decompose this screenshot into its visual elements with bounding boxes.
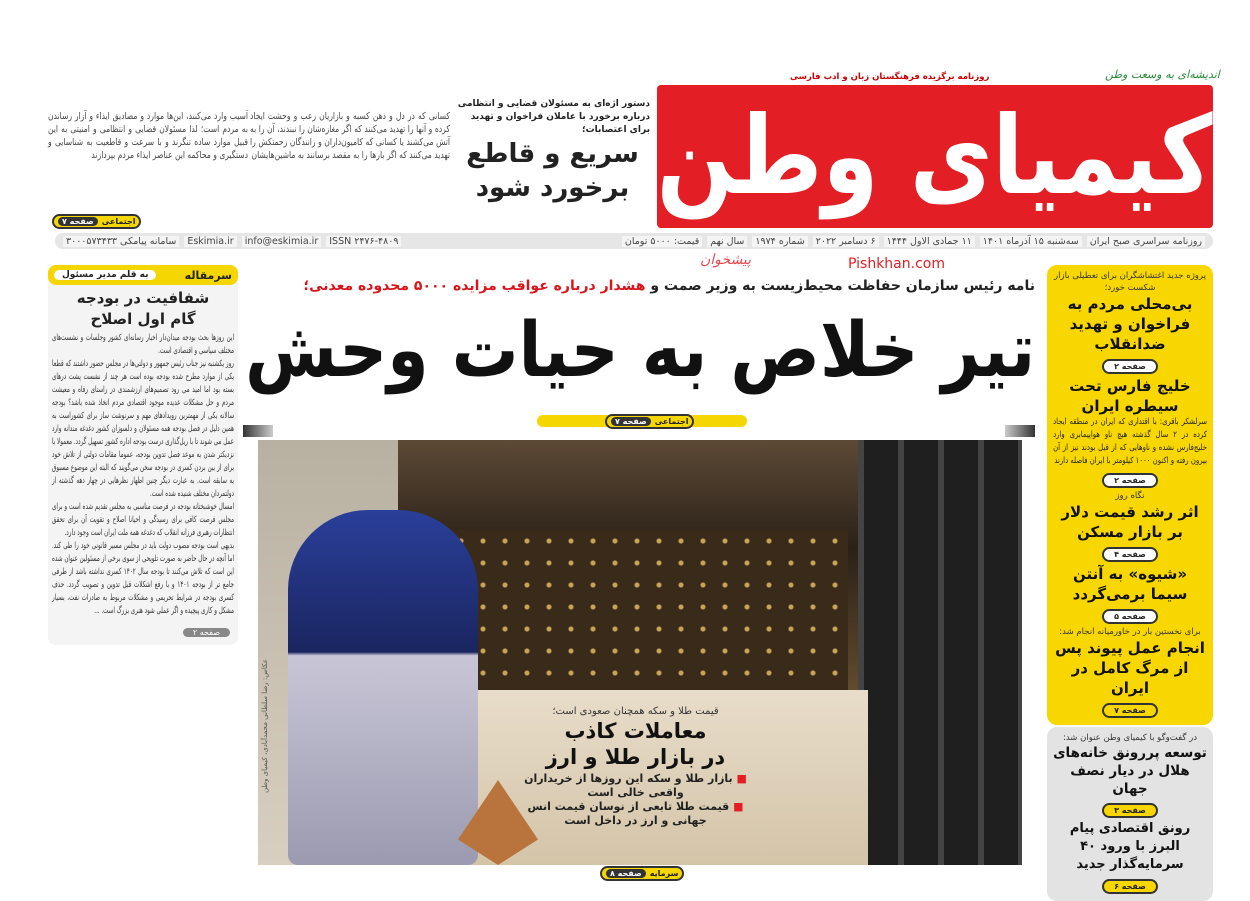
top-teaser[interactable] xyxy=(455,98,650,205)
top-teaser-column-1: کسانی که در دل و ذهن کسبه و بازاریان رعب و وحشت ایجاد کرده و آنها را تهدید می‌کنند که اگر مغازه‌شان را نبندند، آن را به آتش می‌کشند یا کسانی که کامیون‌داران و رانندگان زحمتکش را تهدید می‌کنند که اگر بارها را به مقصد برسانند به ماشین‌هایشان xyxy=(250,111,450,161)
issn: ISSN ۲۴۷۶-۴۸۰۹ xyxy=(326,236,401,247)
logo-text: کیمیای وطن xyxy=(657,94,1213,219)
email-link[interactable]: info@eskimia.ir xyxy=(242,236,322,247)
editorial-title[interactable] xyxy=(48,288,238,330)
sidebar-story[interactable] xyxy=(1053,626,1207,720)
top-teaser-headline xyxy=(455,137,650,205)
editorial-column xyxy=(48,265,238,645)
main-kicker xyxy=(290,275,1035,295)
kicker-text: نامه رئیس سازمان حفاظت محیط‌زیست به وزیر صمت و xyxy=(645,278,1035,294)
section-tag[interactable] xyxy=(605,414,694,429)
byline: به قلم مدیر مسئول xyxy=(54,270,156,280)
photo-credit: عکاس: رضا سلطانی محمدآبادی، کیمیای وطن xyxy=(261,659,269,793)
paragraph: بدیهی است بودجه مصوب دولت باید در مجلس مسیر قانونی خود را طی کند. اما آنچه در حال حاضر به صورت تلویحی از سوی برخی از مسئولین عنوان شده این است که تلاش می‌کنند تا بودجه سال ۱۴۰۲ کسری نداشته باشد از طرفی جامع تر از بودجه ۱۴۰۱ و با رفع اشکلات قبل تدوین و تصویب گردد. حذف کسری بودجه در شرایط تحریمی و مشکلات مربوط به صادرات نفت، بسیار مشکل و کاری پیچیده و اگر عملی شود هنری بزرگ است. ... xyxy=(52,541,234,616)
section-label: اجتماعی xyxy=(101,217,136,226)
main-headline-box xyxy=(245,300,1035,400)
story-kicker: قیمت طلا و سکه همچنان صعودی است؛ xyxy=(552,706,719,717)
volume-year: سال نهم xyxy=(707,236,747,247)
story-kicker: نگاه روز xyxy=(1115,491,1145,501)
editorial-label: سرمقاله xyxy=(184,268,232,282)
page-ref: صفحه ۷ xyxy=(58,217,98,226)
newspaper-logo xyxy=(657,85,1213,228)
main-headline[interactable]: تیر خلاص به حیات وحش xyxy=(245,305,1035,394)
bullet-text: بازار طلا و سکه این روزها از خریداران واقعی خالی است xyxy=(524,772,733,799)
sms-number: سامانه پیامکی ۳۰۰۰۵۷۳۴۳۳ xyxy=(63,236,179,247)
news-sidebar xyxy=(1047,265,1213,725)
story-bullet: ■ قیمت طلا تابعی از نوسان قیمت انس جهانی و ارز در داخل است xyxy=(527,800,744,827)
jewelry-shop-photo xyxy=(258,440,1022,865)
bullet-text: قیمت طلا تابعی از نوسان قیمت انس جهانی و ارز در داخل است xyxy=(527,800,730,827)
headline-line: سریع و قاطع xyxy=(466,139,639,169)
award-line: روزنامه برگزیده فرهنگستان زبان و ادب فارسی xyxy=(790,72,990,82)
date-persian: سه‌شنبه ۱۵ آذرماه ۱۴۰۱ xyxy=(980,236,1082,247)
kicker-line xyxy=(303,277,1035,295)
slogan: اندیشه‌ای به وسعت وطن xyxy=(1105,68,1220,81)
sidebar-story[interactable] xyxy=(1053,270,1207,376)
frame-corner xyxy=(1005,425,1035,437)
sidebar-story[interactable] xyxy=(1053,564,1207,626)
story-headline: رونق اقتصادی پیام البرز با ورود ۴۰ سرمایه‌گذار جدید xyxy=(1069,821,1191,872)
frame-corner xyxy=(243,425,273,437)
editorial-header xyxy=(48,265,238,285)
headline-line: معاملات کاذب xyxy=(564,719,707,743)
section-label: سرمایه xyxy=(649,869,679,878)
page-ref: صفحه ۶ xyxy=(1102,879,1158,894)
source-watermark: Pishkhan.com xyxy=(848,256,945,272)
section-label: اجتماعی xyxy=(654,417,689,426)
page-ref[interactable]: صفحه ۷ xyxy=(1102,703,1158,718)
story-kicker: برای نخستین بار در خاورمیانه انجام شد: xyxy=(1059,627,1201,637)
story-bullet: ■ بازار طلا و سکه این روزها از خریداران واقعی خالی است xyxy=(524,772,747,799)
top-teaser-column-2: آسیب وارد می‌کنند، این‌ها موارد و مصادیق ایذاء و آزار رساندن به مردم است؛ لذا مسئولان قضایی و انتظامی و امنیتی به این قبیل موارد ساده تنگرند و با سرعت و قاطعیت به شناسایی و دستگیری و محاکمه این عناصر ایذاء مردم بپردازند xyxy=(48,111,248,161)
page-ref: صفحه ۲ xyxy=(1102,359,1158,374)
sidebar-story[interactable] xyxy=(1053,490,1207,564)
title-line: گام اول اصلاح xyxy=(90,310,196,328)
section-tag[interactable] xyxy=(52,214,141,229)
title-line: شفافیت در بودجه xyxy=(76,289,210,307)
sidebar-story[interactable] xyxy=(1053,732,1207,820)
section-tag[interactable] xyxy=(600,866,684,881)
news-sidebar-gray xyxy=(1047,727,1213,901)
paragraph: روز یکشنبه نیز جناب رئیس جمهور و دولتی‌ها در مجلس حضور داشتند که قطعا یکی از موارد مطرح شده بودجه بوده است هر چند از نشست پشت درهای بسته بود اما امید می رود تصمیم‌های ارزشمندی در راستای رفاه و معیشت مردم و حل مشکلات عدیده موجود اقتصادی مردم اتخاذ شده باشد؟ بودجه سالانه یکی از مهمترین رویدادهای مهم و سرنوشت ساز برای کشوراست به همین دلیل در فصل بودجه همه مسئولان و دلسوزان کشور دغدغه مندانه وارد عمل می شوند تا با ریل‌گذاری درست بودجه اداره کشور تسهیل گردد. معمولا با نزدیکتر شدن به موعد فصل تدوین بودجه، عموما مقامات دولتی از تلاش خود برای از بین بردن کسری در بودجه سخن می‌گویند که البته این موضوع مسبوق به سابقه است. به عبارت دیگر چنین اظهار نظرهایی در چهار دهه گذشته از دولتمردان مختلف شنیده شده است. xyxy=(52,359,234,499)
story-body: سرلشکر باقری: با اقتداری که ایران در منطقه ایجاد کرده در ۲ سال گذشته هیچ ناو هواپیمابری وارد خلیج‌فارس نشده و ناوهایی که از قبل بودند نیز از آن بیرون رفته و اکنون ۱۰۰۰ کیلومتر با ایران فاصله دارند xyxy=(1053,417,1207,466)
sidebar-story[interactable] xyxy=(1053,820,1207,896)
story-headline: توسعه پررونق خانه‌های هلال در دیار نصف جهان xyxy=(1053,745,1207,797)
story-kicker: در گفت‌وگو با کیمیای وطن عنوان شد: xyxy=(1062,733,1198,743)
story-headline: بی‌محلی مردم به فراخوان و تهدید ضدانقلاب xyxy=(1067,295,1193,353)
page-ref: صفحه ۷ xyxy=(611,417,651,426)
paragraph: این روزها بحث بودجه میدان‌دار اخبار رسانه‌ای کشور وجلسات و نشست‌های مختلف سیاسی و اقتصادی است. xyxy=(52,333,234,356)
photo-story[interactable] xyxy=(523,706,748,828)
page-ref: صفحه ۴ xyxy=(1102,547,1158,562)
paragraph: امسال خوشبختانه بودجه در فرصت مناسبی به مجلس تقدیم شده است و برای مجلس فرصت کافی برای رسیدگی و احیانا اصلاح و تقویت آن برای تحقق انتظارات رهبری فرزانه انقلاب که دغدغه همه ملت ایران است وجود دارد. xyxy=(52,502,235,538)
headline-line: در بازار طلا و ارز xyxy=(545,745,726,769)
sidebar-story[interactable] xyxy=(1053,376,1207,490)
watermark: پیشخوان xyxy=(700,252,752,268)
page-ref: صفحه ۳ xyxy=(1102,803,1158,818)
page-ref: صفحه ۲ xyxy=(1102,473,1158,488)
page-ref: صفحه ۵ xyxy=(1102,609,1158,624)
story-headline: «شیوه» به آنتن سیما برمی‌گردد xyxy=(1072,565,1188,603)
info-item: روزنامه سراسری صبح ایران xyxy=(1087,236,1205,247)
info-bar xyxy=(55,233,1213,249)
date-gregorian: ۶ دسامبر ۲۰۲۲ xyxy=(813,236,879,247)
date-hijri: ۱۱ جمادی الاول ۱۴۴۴ xyxy=(884,236,975,247)
top-teaser-kicker: دستور اژه‌ای به مسئولان قضایی و انتظامی درباره برخورد با عاملان فراخوان و تهدید برای اعتصابات؛ xyxy=(457,99,650,135)
story-headline: خلیج فارس تحت سیطره ایران xyxy=(1069,377,1191,415)
story-headline: اثر رشد قیمت دلار بر بازار مسکن xyxy=(1061,503,1199,541)
story-kicker: پروژه جدید اغتشاشگران برای تعطیلی بازار شکست خورد؛ xyxy=(1054,271,1206,293)
editorial-page-ref[interactable]: صفحه ۲ xyxy=(183,628,230,637)
issue-number: شماره ۱۹۷۴ xyxy=(752,236,807,247)
story-headline xyxy=(523,718,748,770)
price: قیمت: ۵۰۰۰ تومان xyxy=(622,236,702,247)
page-ref: صفحه ۸ xyxy=(606,869,646,878)
story-headline: انجام عمل پیوند پس از مرگ کامل در ایران xyxy=(1055,639,1205,697)
website-link[interactable]: Eskimia.ir xyxy=(184,236,236,247)
kicker-highlight: هشدار درباره عواقب مزایده ۵۰۰۰ محدوده معدنی؛ xyxy=(303,278,646,294)
headline-line: برخورد شود xyxy=(475,173,630,203)
